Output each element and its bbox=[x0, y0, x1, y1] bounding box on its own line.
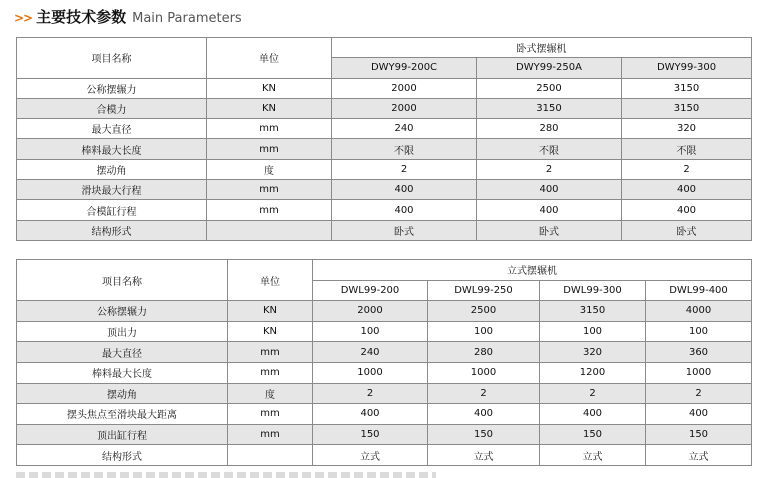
cell-value: 1000 bbox=[646, 362, 752, 383]
row-unit: mm bbox=[207, 180, 332, 200]
table-row bbox=[17, 200, 752, 220]
cell-value: 360 bbox=[646, 342, 752, 363]
row-unit: 度 bbox=[207, 159, 332, 179]
cell-value: 3150 bbox=[477, 98, 622, 118]
row-label: 摆动角 bbox=[17, 159, 207, 179]
row-unit bbox=[207, 220, 332, 240]
cell-value: 4000 bbox=[646, 301, 752, 322]
row-label: 结构形式 bbox=[17, 220, 207, 240]
table-row bbox=[17, 362, 752, 383]
table-row bbox=[17, 424, 752, 445]
model-header: DWY99-300 bbox=[622, 58, 752, 78]
row-unit: mm bbox=[228, 362, 313, 383]
cell-value: 320 bbox=[540, 342, 646, 363]
cell-value: 150 bbox=[540, 424, 646, 445]
row-unit: KN bbox=[207, 78, 332, 98]
cell-value: 不限 bbox=[622, 139, 752, 159]
row-unit: mm bbox=[207, 200, 332, 220]
cell-value: 400 bbox=[477, 200, 622, 220]
cell-value: 150 bbox=[646, 424, 752, 445]
cell-value: 400 bbox=[332, 180, 477, 200]
cell-value: 不限 bbox=[332, 139, 477, 159]
row-unit: mm bbox=[228, 404, 313, 425]
model-header: DWL99-300 bbox=[540, 280, 646, 301]
cell-value: 240 bbox=[313, 342, 428, 363]
row-label: 最大直径 bbox=[17, 342, 228, 363]
model-header: DWY99-250A bbox=[477, 58, 622, 78]
cell-value: 卧式 bbox=[622, 220, 752, 240]
row-label: 滑块最大行程 bbox=[17, 180, 207, 200]
row-label: 公称摆辗力 bbox=[17, 78, 207, 98]
row-label: 顶出力 bbox=[17, 321, 228, 342]
model-header: DWY99-200C bbox=[332, 58, 477, 78]
model-header: DWL99-400 bbox=[646, 280, 752, 301]
header-group: 立式摆辗机 bbox=[313, 260, 752, 281]
row-label: 顶出缸行程 bbox=[17, 424, 228, 445]
cell-value: 280 bbox=[477, 119, 622, 139]
header-item-name: 项目名称 bbox=[17, 260, 228, 301]
row-label: 最大直径 bbox=[17, 119, 207, 139]
header-group: 卧式摆辗机 bbox=[332, 38, 752, 58]
row-label: 合模缸行程 bbox=[17, 200, 207, 220]
cell-value: 1200 bbox=[540, 362, 646, 383]
table-row bbox=[17, 445, 752, 466]
cell-value: 2 bbox=[622, 159, 752, 179]
table-row bbox=[17, 321, 752, 342]
cell-value: 2000 bbox=[332, 98, 477, 118]
table-row bbox=[17, 139, 752, 159]
row-unit: mm bbox=[228, 342, 313, 363]
table-row bbox=[17, 159, 752, 179]
cell-value: 100 bbox=[428, 321, 540, 342]
cell-value: 1000 bbox=[428, 362, 540, 383]
section-subtitle: Main Parameters bbox=[132, 11, 242, 26]
row-unit bbox=[228, 445, 313, 466]
cell-value: 400 bbox=[477, 180, 622, 200]
cell-value: 2 bbox=[540, 383, 646, 404]
cell-value: 400 bbox=[540, 404, 646, 425]
row-unit: KN bbox=[228, 321, 313, 342]
vertical-press-spec-table bbox=[16, 259, 752, 466]
row-label: 摆动角 bbox=[17, 383, 228, 404]
cell-value: 320 bbox=[622, 119, 752, 139]
cell-value: 2500 bbox=[428, 301, 540, 322]
row-unit: 度 bbox=[228, 383, 313, 404]
cell-value: 150 bbox=[313, 424, 428, 445]
header-unit: 单位 bbox=[228, 260, 313, 301]
cell-value: 卧式 bbox=[332, 220, 477, 240]
row-label: 公称摆辗力 bbox=[17, 301, 228, 322]
row-unit: KN bbox=[207, 98, 332, 118]
cell-value: 卧式 bbox=[477, 220, 622, 240]
cell-value: 400 bbox=[622, 200, 752, 220]
cropped-text-line bbox=[16, 472, 436, 478]
cell-value: 3150 bbox=[540, 301, 646, 322]
cell-value: 立式 bbox=[313, 445, 428, 466]
cell-value: 100 bbox=[313, 321, 428, 342]
header-unit: 单位 bbox=[207, 38, 332, 79]
cell-value: 150 bbox=[428, 424, 540, 445]
table-row bbox=[17, 383, 752, 404]
table-row bbox=[17, 180, 752, 200]
header-item-name: 项目名称 bbox=[17, 38, 207, 79]
cell-value: 400 bbox=[622, 180, 752, 200]
row-label: 合模力 bbox=[17, 98, 207, 118]
row-unit: mm bbox=[207, 119, 332, 139]
cell-value: 立式 bbox=[540, 445, 646, 466]
cell-value: 2000 bbox=[332, 78, 477, 98]
row-unit: mm bbox=[207, 139, 332, 159]
cell-value: 不限 bbox=[477, 139, 622, 159]
table-row bbox=[17, 342, 752, 363]
cell-value: 2000 bbox=[313, 301, 428, 322]
row-unit: KN bbox=[228, 301, 313, 322]
cell-value: 2 bbox=[428, 383, 540, 404]
cell-value: 2500 bbox=[477, 78, 622, 98]
table-row bbox=[17, 301, 752, 322]
table-row bbox=[17, 220, 752, 240]
cell-value: 240 bbox=[332, 119, 477, 139]
cell-value: 400 bbox=[646, 404, 752, 425]
cell-value: 400 bbox=[313, 404, 428, 425]
row-unit: mm bbox=[228, 424, 313, 445]
row-label: 棒料最大长度 bbox=[17, 139, 207, 159]
cell-value: 2 bbox=[313, 383, 428, 404]
section-heading bbox=[14, 6, 242, 28]
horizontal-press-spec-table bbox=[16, 37, 752, 241]
cell-value: 1000 bbox=[313, 362, 428, 383]
table-row bbox=[17, 119, 752, 139]
model-header: DWL99-200 bbox=[313, 280, 428, 301]
cell-value: 400 bbox=[428, 404, 540, 425]
cell-value: 2 bbox=[477, 159, 622, 179]
cell-value: 2 bbox=[646, 383, 752, 404]
row-label: 棒料最大长度 bbox=[17, 362, 228, 383]
cell-value: 3150 bbox=[622, 78, 752, 98]
model-header: DWL99-250 bbox=[428, 280, 540, 301]
row-label: 摆头焦点至滑块最大距离 bbox=[17, 404, 228, 425]
cell-value: 立式 bbox=[428, 445, 540, 466]
cell-value: 3150 bbox=[622, 98, 752, 118]
table-row bbox=[17, 404, 752, 425]
cell-value: 100 bbox=[540, 321, 646, 342]
table-row bbox=[17, 78, 752, 98]
cell-value: 立式 bbox=[646, 445, 752, 466]
row-label: 结构形式 bbox=[17, 445, 228, 466]
cell-value: 100 bbox=[646, 321, 752, 342]
section-title: 主要技术参数 bbox=[36, 8, 127, 26]
double-chevron-icon: >> bbox=[14, 11, 33, 25]
cell-value: 280 bbox=[428, 342, 540, 363]
cell-value: 400 bbox=[332, 200, 477, 220]
table-row bbox=[17, 98, 752, 118]
cell-value: 2 bbox=[332, 159, 477, 179]
